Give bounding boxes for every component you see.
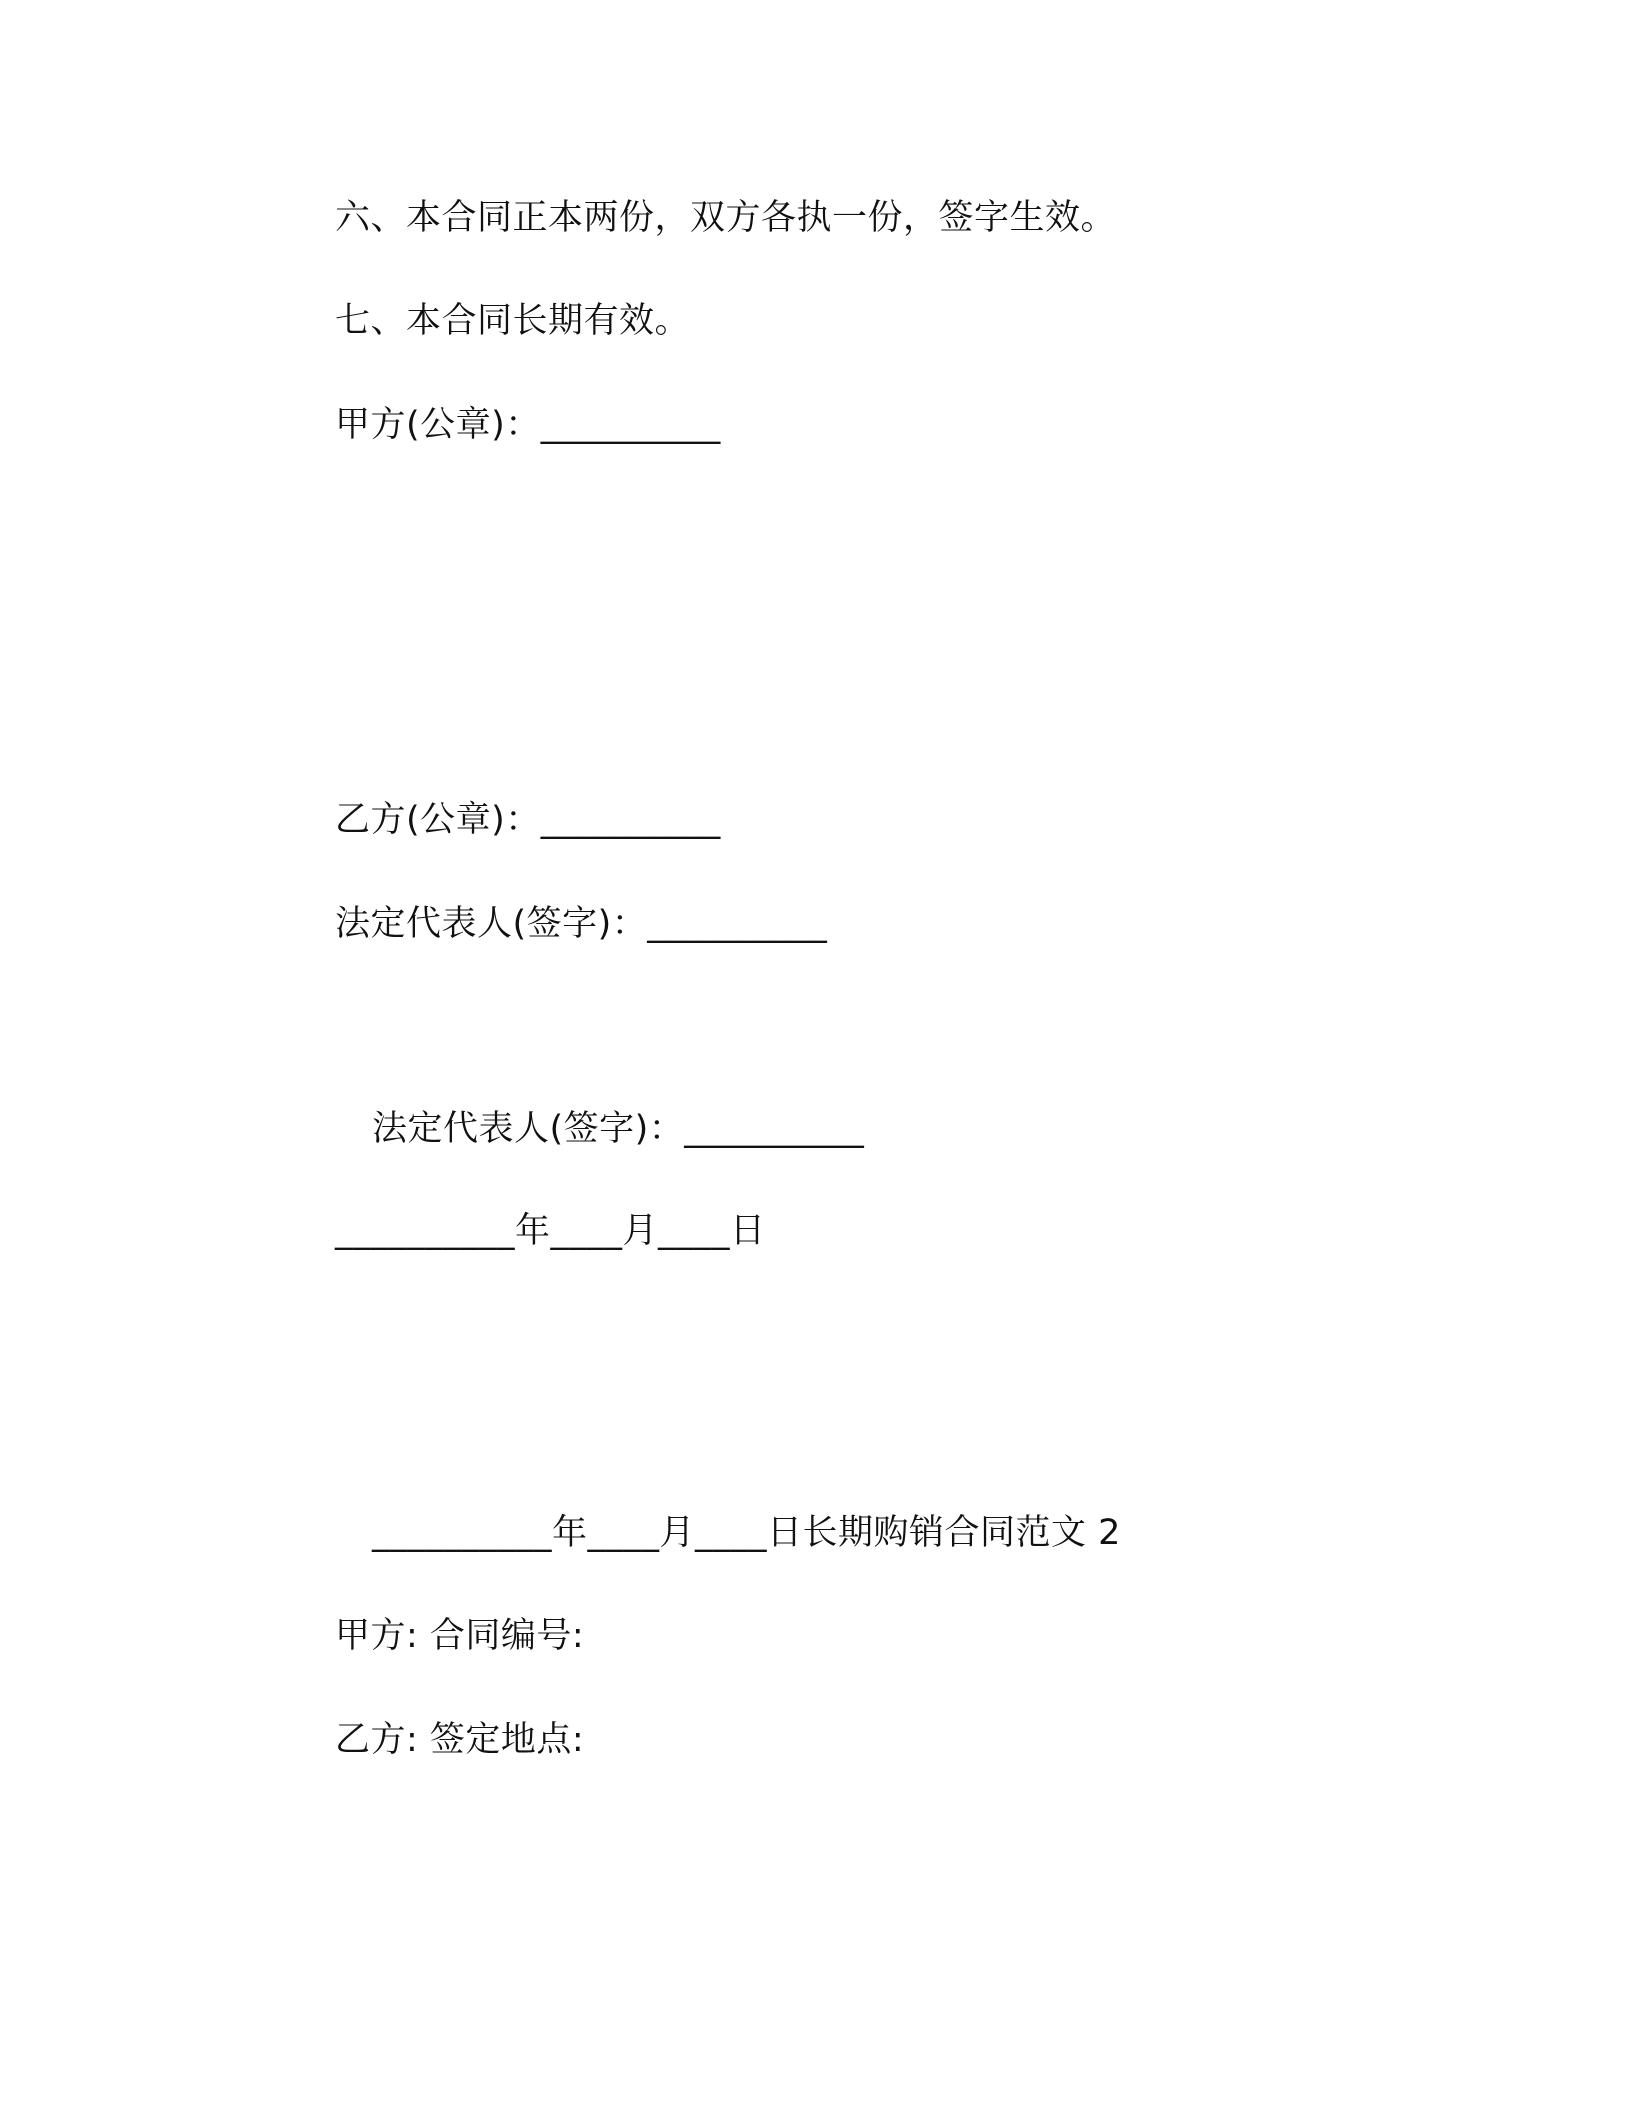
date-line: __________年____月____日 [335,1211,766,1251]
party-a-seal-line: 甲方(公章)：__________ [335,405,721,445]
party-a-contract-number: 甲方: 合同编号: [335,1616,585,1656]
clause-6-text: 六、本合同正本两份，双方各执一份，签字生效。 [335,198,1117,238]
clause-7-text: 七、本合同长期有效。 [335,301,691,341]
legal-rep-signature-line-2: 法定代表人(签字)：__________ [372,1109,865,1149]
legal-rep-signature-line: 法定代表人(签字)：__________ [335,904,828,944]
date-title-line: __________年____月____日长期购销合同范文 2 [372,1513,1121,1553]
party-b-signing-place: 乙方: 签定地点: [335,1720,585,1760]
party-b-seal-line: 乙方(公章)：__________ [335,800,721,840]
